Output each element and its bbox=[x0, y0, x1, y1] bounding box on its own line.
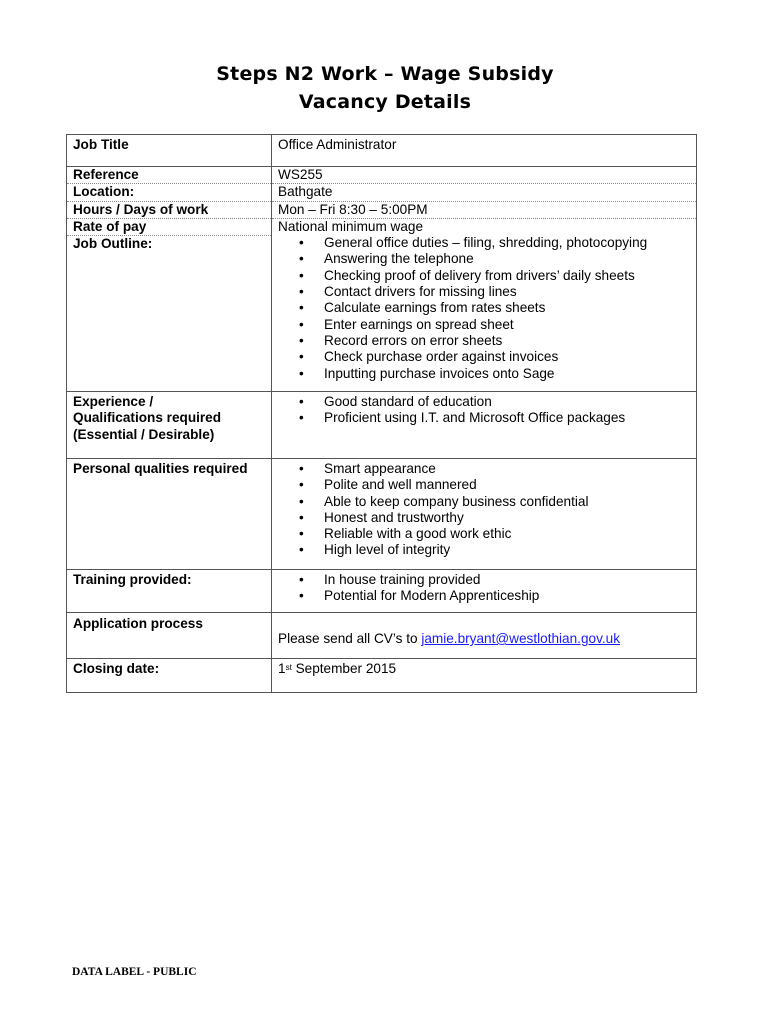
list-item: • Inputting purchase invoices onto Sage bbox=[272, 366, 696, 382]
job-outline-list bbox=[272, 235, 696, 382]
list-item: • Good standard of education bbox=[272, 394, 696, 410]
personal-qualities-label: Personal qualities required bbox=[73, 461, 248, 476]
training-list bbox=[272, 570, 696, 605]
closing-date-rest: September 2015 bbox=[295, 661, 397, 676]
closing-date-day: 1 bbox=[278, 661, 286, 676]
reference-value: WS255 bbox=[272, 167, 696, 184]
experience-label-line1: Experience / bbox=[73, 394, 154, 409]
list-item: • Calculate earnings from rates sheets bbox=[272, 300, 696, 316]
list-item: • Honest and trustworthy bbox=[272, 510, 696, 526]
location-label: Location: bbox=[67, 184, 271, 201]
row-details bbox=[67, 167, 697, 392]
job-title-value: Office Administrator bbox=[278, 137, 397, 152]
list-item: • Answering the telephone bbox=[272, 251, 696, 267]
rate-of-pay-value: National minimum wage bbox=[278, 218, 424, 234]
row-experience bbox=[67, 392, 697, 459]
document-subtitle: Vacancy Details bbox=[298, 91, 472, 113]
data-label-footer: DATA LABEL - PUBLIC bbox=[72, 966, 197, 978]
row-job-title bbox=[67, 135, 697, 167]
personal-qualities-list bbox=[272, 459, 696, 559]
email-link[interactable]: jamie.bryant@westlothian.gov.uk bbox=[421, 631, 620, 646]
row-application-process bbox=[67, 613, 697, 659]
training-label: Training provided: bbox=[73, 572, 192, 587]
list-item: • Polite and well mannered bbox=[272, 477, 696, 493]
list-item: • General office duties – filing, shredding, photocopying bbox=[272, 235, 696, 251]
reference-label: Reference bbox=[67, 167, 271, 184]
list-item: • Reliable with a good work ethic bbox=[272, 526, 696, 542]
row-training bbox=[67, 570, 697, 613]
list-item: • Contact drivers for missing lines bbox=[272, 284, 696, 300]
vacancy-details-table bbox=[66, 134, 697, 693]
list-item: • Able to keep company business confidential bbox=[272, 494, 696, 510]
location-value: Bathgate bbox=[272, 184, 696, 201]
job-outline-label: Job Outline: bbox=[73, 236, 153, 252]
hours-label: Hours / Days of work bbox=[67, 202, 271, 219]
list-item: • Checking proof of delivery from drivers’ daily sheets bbox=[272, 268, 696, 284]
job-title-label: Job Title bbox=[73, 137, 129, 152]
list-item: • High level of integrity bbox=[272, 542, 696, 558]
application-process-label: Application process bbox=[73, 616, 203, 631]
closing-date-value bbox=[272, 659, 696, 677]
list-item: • Smart appearance bbox=[272, 461, 696, 477]
closing-date-label: Closing date: bbox=[73, 661, 160, 676]
document-title: Steps N2 Work – Wage Subsidy bbox=[216, 63, 554, 85]
hours-value: Mon – Fri 8:30 – 5:00PM bbox=[272, 202, 696, 219]
list-item: • Enter earnings on spread sheet bbox=[272, 317, 696, 333]
experience-list bbox=[272, 392, 696, 427]
list-item: • Record errors on error sheets bbox=[272, 333, 696, 349]
row-closing-date bbox=[67, 659, 697, 693]
experience-label-line2: Qualifications required bbox=[73, 410, 222, 426]
rate-of-pay-label: Rate of pay bbox=[67, 219, 271, 236]
closing-date-suffix: st bbox=[285, 663, 292, 672]
row-personal-qualities bbox=[67, 459, 697, 570]
list-item: • In house training provided bbox=[272, 572, 696, 588]
list-item: • Potential for Modern Apprenticeship bbox=[272, 588, 696, 604]
list-item: • Check purchase order against invoices bbox=[272, 349, 696, 365]
experience-label-line3: (Essential / Desirable) bbox=[73, 426, 215, 442]
list-item: • Proficient using I.T. and Microsoft Office packages bbox=[272, 410, 696, 426]
application-instruction: Please send all CV’s to bbox=[278, 631, 418, 646]
